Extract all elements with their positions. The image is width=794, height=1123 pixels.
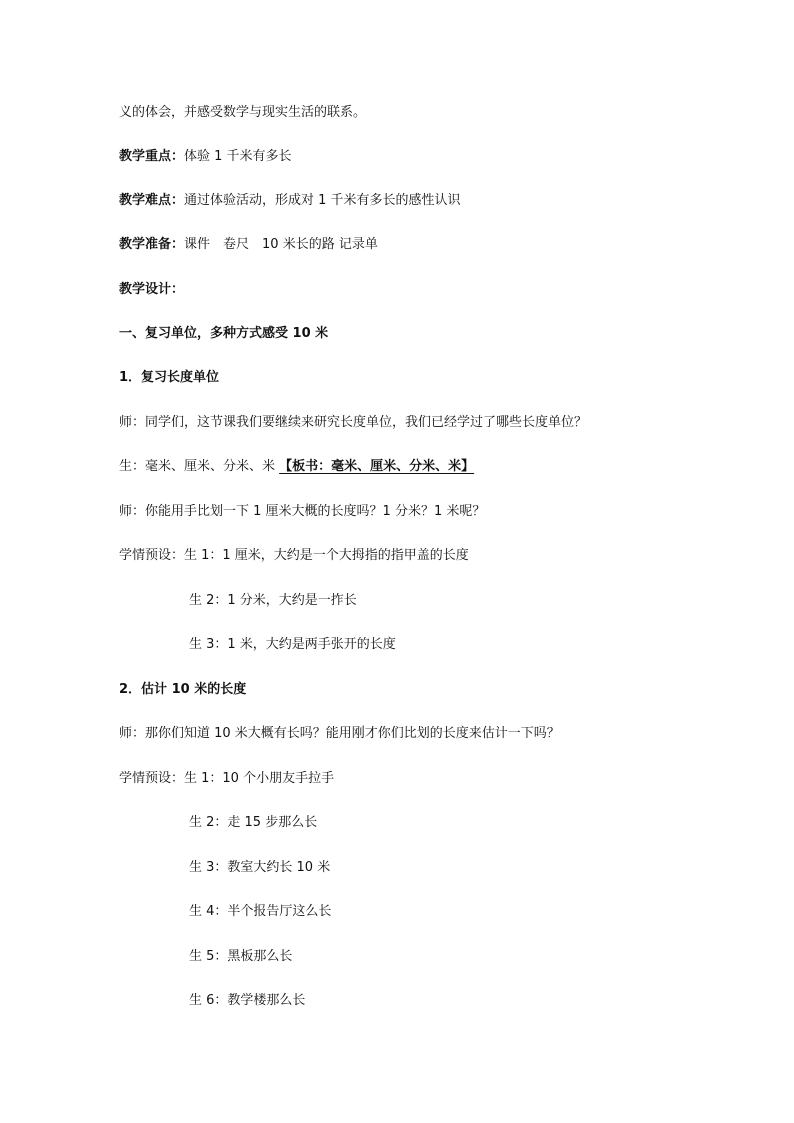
key-point xyxy=(119,147,292,167)
intro-tail: 义的体会，并感受数学与现实生活的联系。 xyxy=(119,105,367,120)
preset2-line-5: 生 5：黑板那么长 xyxy=(189,949,293,964)
difficulty-text: 通过体验活动，形成对 1 千米有多长的感性认识 xyxy=(184,193,461,208)
paragraph-teacher-3: 师：那你们知道 10 米大概有长吗？能用刚才你们比划的长度来估计一下吗？ xyxy=(119,726,560,741)
sub2-title: 2．估计 10 米的长度 xyxy=(119,682,247,697)
preparation-text: 课件 卷尺 10 米长的路 记录单 xyxy=(184,237,378,252)
section1-title: 一、复习单位，多种方式感受 10 米 xyxy=(119,326,329,341)
preparation xyxy=(119,235,378,255)
sub1-title: 1．复习长度单位 xyxy=(119,370,220,385)
difficulty xyxy=(119,191,461,211)
preset2-line-3: 生 3：教室大约长 10 米 xyxy=(189,860,331,875)
preset2-line-1: 学情预设：生 1：10 个小朋友手拉手 xyxy=(119,771,335,786)
difficulty-label: 教学难点： xyxy=(119,193,185,208)
paragraph-teacher-2: 师：你能用手比划一下 1 厘米大概的长度吗？1 分米？1 米呢？ xyxy=(119,504,486,519)
preparation-label: 教学准备： xyxy=(119,237,185,252)
preset1-line-3: 生 3：1 米，大约是两手张开的长度 xyxy=(189,637,396,652)
key-point-label: 教学重点： xyxy=(119,149,185,164)
paragraph-student-1 xyxy=(119,457,474,477)
paragraph-teacher-1: 师：同学们，这节课我们要继续来研究长度单位，我们已经学过了哪些长度单位？ xyxy=(119,415,588,430)
student-answer: 生：毫米、厘米、分米、米 xyxy=(119,459,280,474)
preset2-line-4: 生 4：半个报告厅这么长 xyxy=(189,904,332,919)
key-point-text: 体验 1 千米有多长 xyxy=(184,149,292,164)
preset1-line-1: 学情预设：生 1：1 厘米，大约是一个大拇指的指甲盖的长度 xyxy=(119,548,469,563)
board-note: 【板书：毫米、厘米、分米、米】 xyxy=(279,459,475,474)
design-label: 教学设计： xyxy=(119,282,185,297)
preset2-line-2: 生 2：走 15 步那么长 xyxy=(189,815,318,830)
preset2-line-6: 生 6：教学楼那么长 xyxy=(189,993,306,1008)
preset1-line-2: 生 2：1 分米，大约是一拃长 xyxy=(189,593,357,608)
